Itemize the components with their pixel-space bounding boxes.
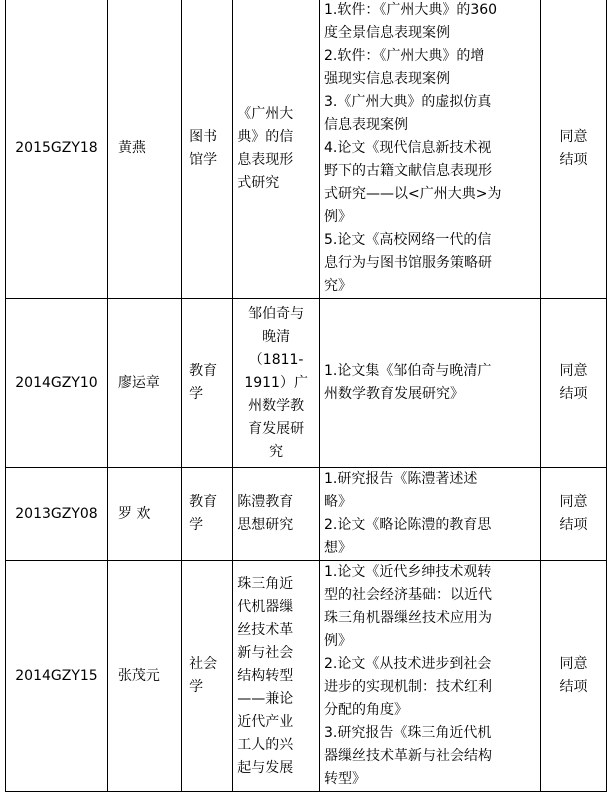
cell-line: 同意: [559, 128, 588, 145]
cell-line: 进步的实现机制：技术红利: [324, 679, 493, 695]
title-cell: [233, 468, 320, 561]
results-cell: [320, 561, 541, 792]
cell-line: 5.论文《高校网络一代的信: [324, 232, 492, 248]
cell-line: 结项: [559, 151, 588, 168]
cell-line: 新与社会: [237, 644, 294, 661]
status-cell: [541, 0, 607, 299]
cell-line: 教育: [189, 363, 218, 379]
cell-line: 式研究: [237, 174, 280, 191]
cell-line: 丝技术革: [237, 621, 294, 638]
name-cell: 罗 欢: [107, 468, 181, 561]
cell-line: 结构转型: [237, 667, 294, 684]
cell-line: 强现实信息表现案例: [324, 71, 451, 87]
cell-line: 型的社会经济基础：以近代: [324, 587, 493, 603]
project-table: [5, 0, 607, 792]
cell-line: 育发展研: [248, 420, 305, 437]
cell-line: 1911）广: [244, 374, 308, 391]
cell-line: 例》: [324, 209, 353, 225]
table-row: [6, 0, 607, 299]
discipline-cell: [182, 561, 233, 792]
cell-line: 3.《广州大典》的虚拟仿真: [324, 94, 492, 110]
project-id-cell: 2015GZY18: [6, 0, 108, 299]
cell-line: 同意: [559, 363, 588, 379]
name-cell: 张茂元: [107, 561, 181, 792]
cell-line: 起与发展: [237, 759, 294, 776]
cell-line: 结项: [559, 679, 588, 695]
cell-line: 信息表现案例: [324, 117, 409, 133]
cell-line: 结项: [559, 517, 588, 533]
cell-line: 晚清: [262, 328, 291, 345]
title-cell: [233, 561, 320, 792]
cell-line: 转型》: [324, 771, 367, 787]
cell-line: 2.软件：《广州大典》的增: [324, 48, 485, 64]
cell-line: 工人的兴: [237, 736, 294, 753]
cell-line: 州数学教育发展研究》: [324, 386, 465, 402]
cell-line: 图书: [189, 128, 218, 145]
status-cell: [541, 299, 607, 468]
cell-line: 陈澧教育: [237, 494, 294, 510]
cell-line: 究》: [324, 278, 353, 294]
cell-line: 1.论文集《邹伯奇与晚清广: [324, 363, 492, 379]
cell-line: 珠三角机器缫丝技术应用为: [324, 610, 493, 626]
cell-line: 式研究——以<广州大典>为: [324, 186, 502, 202]
cell-line: 学: [189, 679, 204, 695]
title-cell: [233, 0, 320, 299]
project-id-cell: 2014GZY15: [6, 561, 108, 792]
cell-line: 思想研究: [237, 517, 294, 533]
name-cell: 黄燕: [107, 0, 181, 299]
cell-line: 1.研究报告《陈澧著述述: [324, 471, 478, 487]
cell-line: 同意: [559, 656, 588, 672]
results-cell: [320, 0, 541, 299]
cell-line: 例》: [324, 633, 353, 649]
cell-line: 代机器缫: [237, 598, 294, 615]
project-table-body: [6, 0, 607, 792]
discipline-cell: [182, 299, 233, 468]
status-cell: [541, 561, 607, 792]
cell-line: 3.研究报告《珠三角近代机: [324, 725, 492, 741]
cell-line: 近代产业: [237, 713, 294, 730]
cell-line: 州数学教: [248, 397, 305, 414]
cell-line: 馆学: [189, 151, 218, 168]
cell-line: ——兼论: [237, 690, 294, 707]
cell-line: 2.论文《略论陈澧的教育思: [324, 517, 492, 533]
cell-line: 学: [189, 386, 204, 402]
discipline-cell: [182, 468, 233, 561]
table-row: [6, 299, 607, 468]
cell-line: 教育: [189, 494, 218, 510]
cell-line: 略》: [324, 494, 353, 510]
cell-line: 结项: [559, 386, 588, 402]
cell-line: （1811-: [248, 351, 304, 368]
cell-line: 社会: [189, 656, 218, 672]
cell-line: 珠三角近: [237, 575, 294, 592]
results-cell: [320, 468, 541, 561]
cell-line: 4.论文《现代信息新技术视: [324, 140, 492, 156]
cell-line: 野下的古籍文献信息表现形: [324, 163, 493, 179]
project-id-cell: 2013GZY08: [6, 468, 108, 561]
cell-line: 器缫丝技术革新与社会结构: [324, 748, 493, 764]
project-id-cell: 2014GZY10: [6, 299, 108, 468]
table-row: [6, 468, 607, 561]
status-cell: [541, 468, 607, 561]
cell-line: 邹伯奇与: [248, 305, 305, 322]
cell-line: 息行为与图书馆服务策略研: [324, 255, 493, 271]
cell-line: 分配的角度》: [324, 702, 409, 718]
name-cell: 廖运章: [107, 299, 181, 468]
title-cell: [233, 299, 320, 468]
discipline-cell: [182, 0, 233, 299]
cell-line: 想》: [324, 540, 353, 556]
cell-line: 1.论文《近代乡绅技术观转: [324, 564, 492, 580]
table-row: [6, 561, 607, 792]
cell-line: 息表现形: [237, 151, 294, 168]
cell-line: 典》的信: [237, 128, 294, 145]
cell-line: 究: [269, 443, 284, 460]
cell-line: 《广州大: [237, 105, 294, 122]
cell-line: 学: [189, 517, 204, 533]
results-cell: [320, 299, 541, 468]
cell-line: 2.论文《从技术进步到社会: [324, 656, 492, 672]
cell-line: 1.软件：《广州大典》的360: [324, 2, 498, 18]
cell-line: 度全景信息表现案例: [324, 25, 451, 41]
cell-line: 同意: [559, 494, 588, 510]
